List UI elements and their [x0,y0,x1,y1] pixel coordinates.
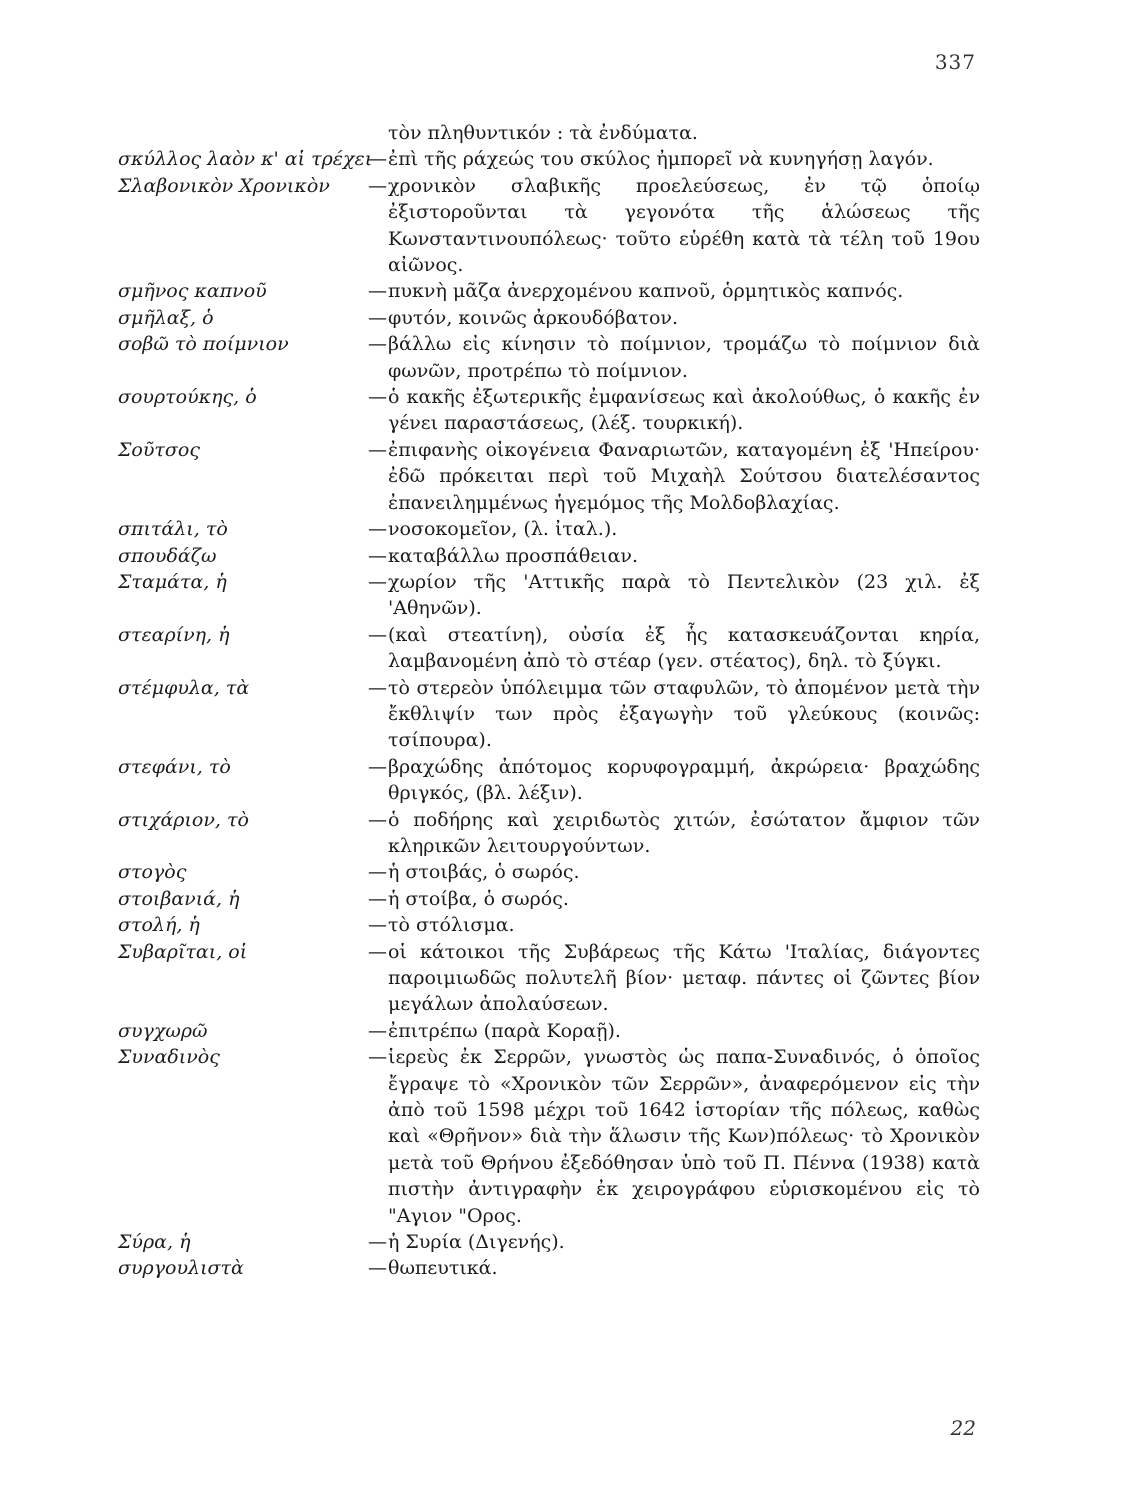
glossary-entry [118,1044,980,1229]
entry-term: Συναδινὸς [118,1046,220,1069]
glossary-entry [118,146,980,172]
entry-dash: — [368,544,387,567]
entry-dash: — [368,755,387,778]
entry-term: Συβαρῖται, οἱ [118,940,248,963]
glossary-entry [118,912,980,938]
glossary-entry [118,305,980,331]
entry-dash: — [368,861,387,884]
glossary-entry [118,622,980,675]
entry-term: Σλαβονικὸν Χρονικὸν [118,174,330,197]
entry-definition: καταβάλλω προσπάθειαν. [388,544,639,567]
glossary-entry [118,384,980,437]
entry-definition: χωρίον τῆς 'Αττικῆς παρὰ τὸ Πεντελικὸν (23 χιλ. ἐξ 'Αθηνῶν). [388,570,980,620]
entry-dash: — [368,914,387,937]
glossary-entry [118,278,980,304]
entry-term: σκύλλος λαὸν κ' αἱ τρέχει [118,148,373,171]
glossary-entry [118,807,980,860]
glossary-entry [118,1229,980,1255]
glossary-entry [118,1255,980,1281]
entry-dash: — [368,1019,387,1042]
entry-term: σοβῶ τὸ ποίμνιον [118,333,289,356]
entry-dash: — [368,306,387,329]
entry-term: Σύρα, ἡ [118,1231,191,1254]
glossary-entry [118,1018,980,1044]
entry-term: σμῆνος καπνοῦ [118,280,267,303]
glossary-entry [118,675,980,754]
entry-definition: νοσοκομεῖον, (λ. ἰταλ.). [388,518,618,541]
entry-definition: ἡ στοιβάς, ὁ σωρός. [388,861,580,884]
glossary-entry [118,516,980,542]
entry-dash: — [368,438,387,461]
glossary-entry [118,886,980,912]
entry-list [118,146,980,1281]
entry-dash: — [368,940,387,963]
entry-dash: — [368,148,387,171]
entry-term: Σταμάτα, ἡ [118,570,227,593]
entry-definition: βάλλω εἰς κίνησιν τὸ ποίμνιον, τρομάζω τὸ ποίμνιον διὰ φωνῶν, προτρέπω τὸ ποίμνιον. [388,333,980,382]
entry-term: στολή, ἡ [118,914,200,937]
entry-term: στέμφυλα, τὰ [118,676,250,699]
glossary-entry [118,569,980,622]
entry-definition: πυκνὴ μᾶζα ἀνερχομένου καπνοῦ, ὁρμητικὸς καπνός. [388,280,904,303]
entry-term: σουρτούκης, ὁ [118,386,257,409]
entry-dash: — [368,333,387,356]
entry-dash: — [368,676,387,699]
glossary-entries [118,120,980,1282]
glossary-entry [118,859,980,885]
continuation-line [118,120,980,146]
entry-dash: — [368,623,387,646]
entry-dash: — [368,887,387,910]
entry-dash: — [368,808,387,831]
glossary-entry [118,754,980,807]
entry-definition: φυτόν, κοινῶς ἀρκουδόβατον. [388,306,679,329]
entry-dash: — [368,386,387,409]
entry-definition: ἡ στοίβα, ὁ σωρός. [388,887,569,910]
entry-definition: ἐπιφανὴς οἰκογένεια Φαναριωτῶν, καταγομένη ἐξ 'Ηπείρου· ἐδῶ πρόκειται περὶ τοῦ Μιχαὴλ Σούτσου διατελέσαντος ἐπανειλημμένως ἡγεμόμος τῆς Μολδοβλαχίας. [388,438,980,514]
entry-term: σμῆλαξ, ὁ [118,306,214,329]
entry-definition: χρονικὸν σλαβικῆς προελεύσεως, ἐν τῷ ὁποίῳ ἐξιστοροῦνται τὰ γεγονότα τῆς ἁλώσεως τῆς Κωνσταντινουπόλεως· τοῦτο εὑρέθη κατὰ τὰ τέλη τοῦ 19ου αἰῶνος. [388,174,980,277]
entry-term: στογὸς [118,861,187,884]
continuation-text: τὸν πληθυντικόν : τὰ ἐνδύματα. [388,122,698,144]
entry-term: συγχωρῶ [118,1019,208,1042]
glossary-entry [118,543,980,569]
footer-number: 22 [950,1416,976,1440]
page-number: 337 [934,50,976,74]
glossary-entry [118,331,980,384]
entry-term: στεαρίνη, ἡ [118,623,230,646]
entry-dash: — [368,1231,387,1254]
entry-term: σπιτάλι, τὸ [118,518,228,541]
entry-term: συργουλιστὰ [118,1257,244,1280]
entry-definition: ἐπιτρέπω (παρὰ Κοραῇ). [388,1019,621,1042]
entry-definition: ἱερεὺς ἐκ Σερρῶν, γνωστὸς ὡς παπα-Συναδινός, ὁ ὁποῖος ἔγραψε τὸ «Χρονικὸν τῶν Σερρῶν», ἀναφερόμενον εἰς τὴν ἀπὸ τοῦ 1598 μέχρι τοῦ 1642 ἱστορίαν τῆς πόλεως, καθὼς καὶ «Θρῆνον» διὰ τὴν ἅλωσιν τῆς Κων)πόλεως· τὸ Χρονικὸν μετὰ τοῦ Θρήνου ἐξεδόθησαν ὑπὸ τοῦ Π. Πέννα (1938) κατὰ πιστὴν ἀντιγραφὴν ἐκ χειρογράφου εὑρισκομένου εἰς τὸ "Αγιον "Ορος. [388,1046,980,1227]
entry-definition: (καὶ στεατίνη), οὐσία ἐξ ἧς κατασκευάζονται κηρία, λαμβανομένη ἀπὸ τὸ στέαρ (γεν. στέατος), δηλ. τὸ ξύγκι. [388,623,980,673]
entry-dash: — [368,174,387,197]
entry-definition: τὸ στόλισμα. [388,914,515,937]
entry-dash: — [368,518,387,541]
glossary-entry [118,939,980,1018]
entry-definition: βραχώδης ἀπότομος κορυφογραμμή, ἀκρώρεια· βραχώδης θριγκός, (βλ. λέξιν). [388,755,980,805]
glossary-entry [118,173,980,279]
entry-term: στεφάνι, τὸ [118,755,231,778]
entry-definition: οἱ κάτοικοι τῆς Συβάρεως τῆς Κάτω 'Ιταλίας, διάγοντες παροιμιωδῶς πολυτελῆ βίον· μεταφ. πάντες οἱ ζῶντες βίον μεγάλων ἀπολαύσεων. [388,940,980,1016]
entry-definition: ἐπὶ τῆς ράχεώς του σκύλος ἠμπορεῖ νὰ κυνηγήσῃ λαγόν. [388,148,934,171]
entry-dash: — [368,280,387,303]
entry-term: στιχάριον, τὸ [118,808,249,831]
entry-definition: ὁ κακῆς ἐξωτερικῆς ἐμφανίσεως καὶ ἀκολούθως, ὁ κακῆς ἐν γένει παραστάσεως, (λέξ. τουρκική). [388,386,980,435]
entry-dash: — [368,1257,387,1280]
entry-dash: — [368,1046,387,1069]
entry-definition: ὁ ποδήρης καὶ χειριδωτὸς χιτών, ἐσώτατον ἄμφιον τῶν κληρικῶν λειτουργούντων. [388,808,980,857]
entry-term: Σοῦτσος [118,438,200,461]
entry-term: σπουδάζω [118,544,217,567]
glossary-entry [118,437,980,516]
entry-definition: τὸ στερεὸν ὑπόλειμμα τῶν σταφυλῶν, τὸ ἀπομένον μετὰ τὴν ἔκθλιψίν των πρὸς ἐξαγωγὴν τοῦ γλεύκους (κοινῶς: τσίπουρα). [388,676,980,752]
entry-dash: — [368,570,387,593]
entry-term: στοιβανιά, ἡ [118,887,240,910]
entry-definition: ἡ Συρία (Διγενής). [388,1231,565,1254]
entry-definition: θωπευτικά. [388,1257,498,1280]
